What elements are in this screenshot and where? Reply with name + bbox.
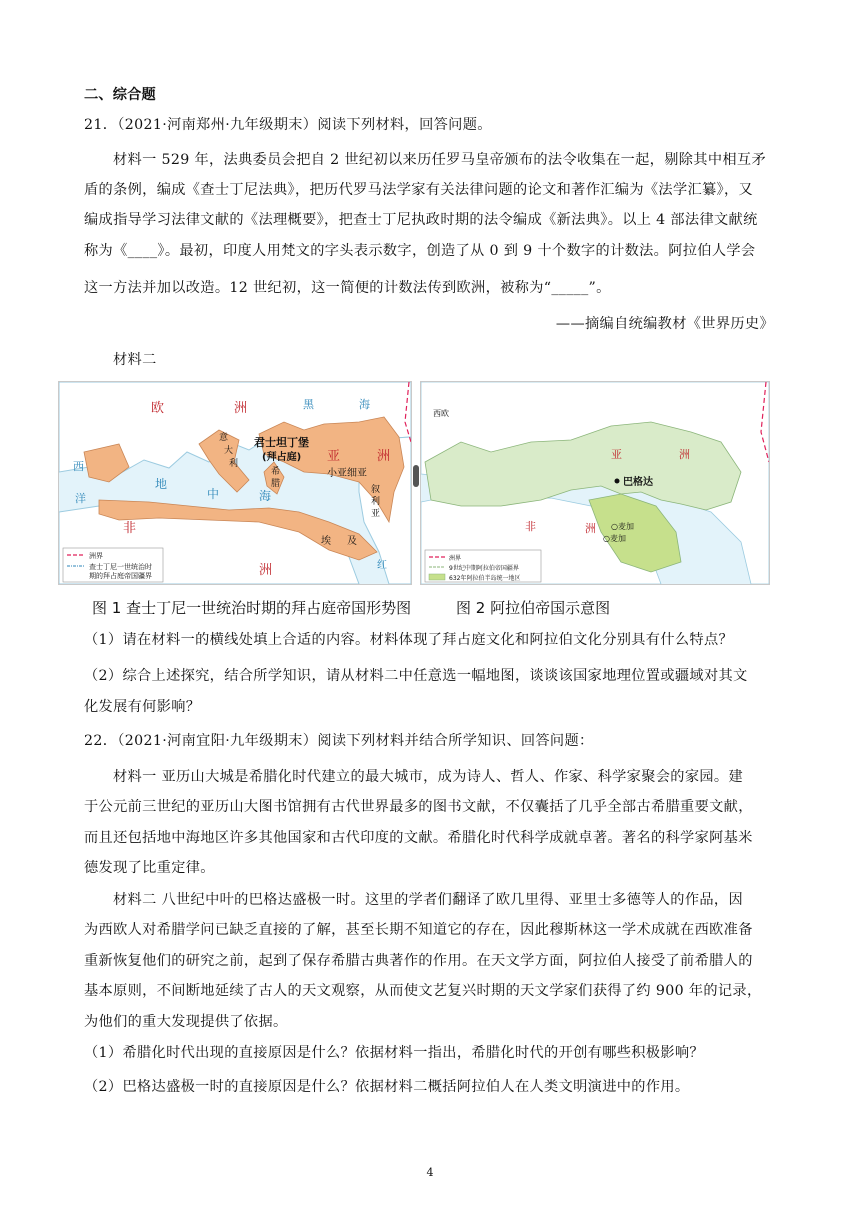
- map1-label-ocean: 洋: [75, 492, 86, 505]
- q22-material1-line: 于公元前三世纪的亚历山大图书馆拥有古代世界最多的图书文献，不仅囊括了几乎全部古希腊重要文献，: [84, 799, 753, 815]
- map1-label-greece: 希: [271, 467, 281, 477]
- map1-label-asia: 亚: [327, 449, 341, 464]
- map1-label-ocean: 西: [73, 460, 84, 473]
- q22-material1-line: 而且还包括地中海地区许多其他国家和古代印度的文献。希腊化时代科学成就卓著。著名的科学家阿基米: [84, 830, 753, 846]
- q21-subquestion-1: （1）请在材料一的横线处填上合适的内容。材料体现了拜占庭文化和阿拉伯文化分别具有什么特点？: [84, 632, 734, 648]
- map2-label-africa: 非: [525, 520, 536, 533]
- map1-label-asia-minor: 小亚细亚: [327, 468, 367, 479]
- q22-material2-line: 材料二 八世纪中叶的巴格达盛极一时。这里的学者们翻译了欧几里得、亚里士多德等人的作品，因: [113, 892, 743, 908]
- map1-legend-item: 洲界: [89, 552, 103, 560]
- q21-material1-line: 编成指导学习法律文献的《法理概要》，把查士丁尼执政时期的法令编成《新法典》。以上 4 部法律文献统: [84, 212, 758, 228]
- map1-label-europe: 洲: [234, 401, 248, 416]
- q21-material1-line: 这一方法并加以改造。12 世纪初，这一简便的计数法传到欧洲，被称为“_____”。: [84, 280, 611, 296]
- map1-label-italy: 意: [219, 433, 229, 443]
- section-title: 二、综合题: [84, 87, 156, 103]
- map1-label-egypt: 埃: [321, 536, 331, 547]
- map2-label-africa: 洲: [585, 522, 596, 535]
- map1-label-constantinople: 君士坦丁堡: [254, 436, 309, 449]
- figure-1-caption: 图 1 查士丁尼一世统治时期的拜占庭帝国形势图: [92, 599, 412, 617]
- map2-legend-item: 9世纪中期阿拉伯帝国疆界: [449, 565, 519, 572]
- question-22-header: 22．（2021·河南宜阳·九年级期末）阅读下列材料并结合所学知识、回答问题：: [84, 733, 594, 749]
- map1-legend-item: 查士丁尼一世统治时: [89, 563, 152, 571]
- map1-label-byzantium: (拜占庭): [262, 452, 302, 463]
- map2-legend-item: 632年阿拉伯半岛统一地区: [449, 575, 521, 582]
- map1-label-asia: 洲: [377, 449, 391, 464]
- map1-label-africa: 洲: [259, 563, 273, 578]
- q22-material2-line: 为西欧人对希腊学问已缺乏直接的了解，甚至长期不知道它的存在，因此穆斯林这一学术成就在西欧准备: [84, 922, 753, 938]
- question-21-header: 21．（2021·河南郑州·九年级期末）阅读下列材料，回答问题。: [84, 117, 492, 133]
- page-number: 4: [426, 1166, 434, 1179]
- map1-label-mediterranean: 中: [207, 487, 220, 501]
- figure-2-caption: 图 2 阿拉伯帝国示意图: [456, 599, 611, 617]
- map1-label-sea: 海: [359, 398, 370, 411]
- map1-legend-item: 期的拜占庭帝国疆界: [89, 572, 152, 580]
- q22-material2-line: 重新恢复他们的研究之前，起到了保存希腊古典著作的作用。在天文学方面，阿拉伯人接受了前希腊人的: [84, 953, 753, 969]
- map1-label-red-sea: 红: [377, 560, 387, 571]
- map1-label-africa: 非: [123, 521, 137, 536]
- q22-material1-line: 德发现了比重定律。: [84, 860, 215, 876]
- map2-legend-item: 洲界: [449, 555, 462, 562]
- q22-material2-line: 基本原则，不间断地延续了古人的天文观察，从而使文艺复兴时期的天文学家们获得了约 900 年的记录，: [84, 983, 762, 999]
- byzantine-empire-map: [58, 381, 412, 585]
- map1-label-sea: 黑: [303, 398, 314, 411]
- map2-label-city: ○麦加: [611, 522, 634, 531]
- q22-material1-line: 材料一 亚历山大城是希腊化时代建立的最大城市，成为诗人、哲人、作家、科学家聚会的家园。建: [113, 769, 743, 785]
- q21-material1-line: 材料一 529 年，法典委员会把自 2 世纪初以来历任罗马皇帝颁布的法令收集在一起，剔除其中相互矛: [113, 152, 766, 168]
- map1-label-mediterranean: 海: [259, 489, 272, 503]
- map2-label-asia: 亚: [611, 448, 622, 461]
- scroll-handle: [413, 465, 419, 487]
- arab-empire-map: [420, 381, 770, 585]
- map2-label-west-europe: 西欧: [433, 409, 449, 418]
- q22-material2-line: 为他们的重大发现提供了依据。: [84, 1014, 288, 1030]
- map1-label-syria: 亚: [371, 509, 381, 519]
- map1-label-greece: 腊: [271, 479, 281, 489]
- q21-material2-label: 材料二: [113, 352, 157, 368]
- q22-subquestion-1: （1）希腊化时代出现的直接原因是什么？依据材料一指出，希腊化时代的开创有哪些积极影响？: [84, 1045, 704, 1061]
- map1-label-italy: 利: [229, 459, 239, 469]
- map1-label-mediterranean: 地: [155, 477, 168, 491]
- map2-label-asia: 洲: [679, 448, 690, 461]
- q21-source: ——摘编自统编教材《世界历史》: [555, 316, 774, 332]
- q21-material1-line: 盾的条例，编成《查士丁尼法典》，把历代罗马法学家有关法律问题的论文和著作汇编为《法学汇纂》，又: [84, 182, 754, 198]
- map2-label-baghdad: 巴格达: [623, 477, 653, 488]
- byzantine-map-svg: [59, 382, 411, 584]
- map2-label-city: ○麦加: [603, 534, 626, 543]
- map1-label-europe: 欧: [151, 401, 165, 416]
- arab-map-svg: [421, 382, 769, 584]
- map1-label-syria: 利: [371, 497, 381, 507]
- q21-subquestion-2: 化发展有何影响？: [84, 699, 201, 715]
- map1-label-italy: 大: [224, 446, 234, 456]
- q21-subquestion-2: （2）综合上述探究，结合所学知识，请从材料二中任意选一幅地图，谈谈该国家地理位置或疆域对其文: [84, 668, 748, 684]
- map1-label-egypt: 及: [347, 536, 357, 547]
- q22-subquestion-2: （2）巴格达盛极一时的直接原因是什么？依据材料二概括阿拉伯人在人类文明演进中的作用。: [84, 1079, 690, 1095]
- map1-label-syria: 叙: [371, 485, 381, 495]
- q21-material1-line: 称为《____》。最初，印度人用梵文的字头表示数字，创造了从 0 到 9 十个数字的计数法。阿拉伯人学会: [84, 243, 756, 259]
